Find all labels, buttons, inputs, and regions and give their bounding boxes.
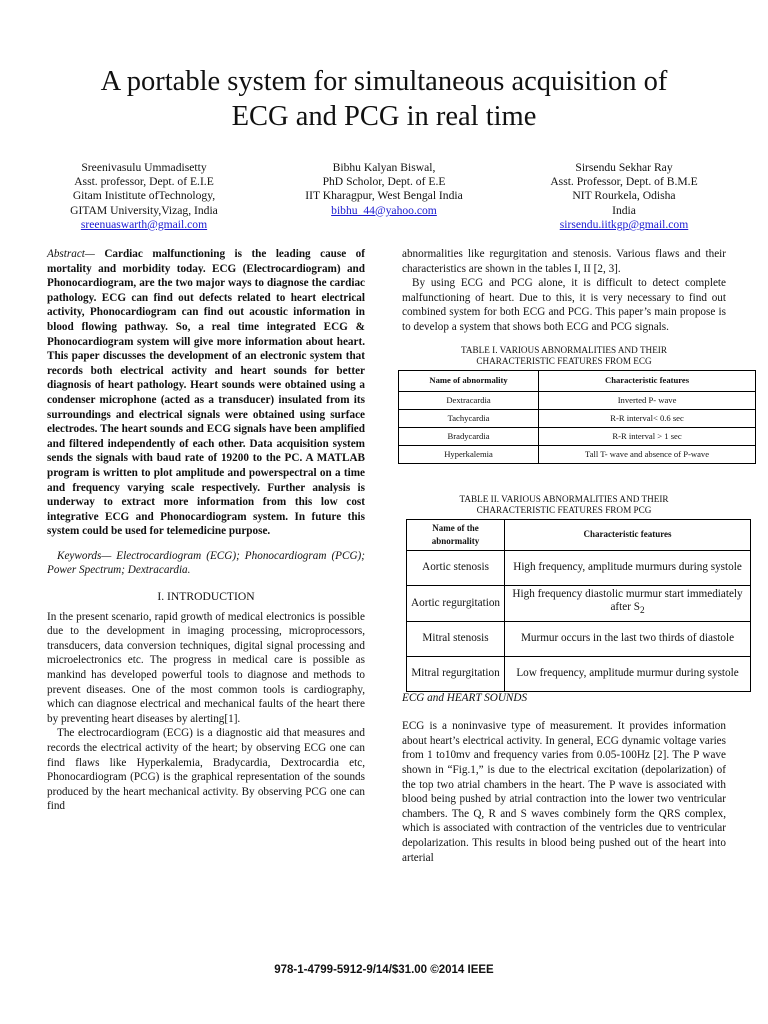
table-header-row: [407, 519, 751, 550]
body-paragraph: By using ECG and PCG alone, it is difficult to detect complete malfunctioning of heart. Due to this, it is very necessary to find out combined system for both ECG and PCG. This paper’s main propose is to develop a system that shows both ECG and PCG signals.: [402, 277, 726, 333]
table-cell: Low frequency, amplitude murmur during systole: [505, 656, 751, 691]
author-affiliation: Asst. professor, Dept. of E.I.E: [74, 175, 214, 189]
table-cell: High frequency, amplitude murmurs during systole: [505, 550, 751, 585]
author-affiliation: IIT Kharagpur, West Bengal India: [305, 189, 463, 203]
author-email-link[interactable]: sirsendu.iitkgp@gmail.com: [559, 217, 689, 231]
table-row: [399, 445, 756, 463]
subsection-heading: ECG and HEART SOUNDS: [402, 691, 528, 704]
author-affiliation: Gitam Inistitute ofTechnology,: [72, 189, 216, 203]
body-paragraph: ECG is a noninvasive type of measurement. It provides information about heart’s electrical activity. In general, ECG dynamic voltage varies from 1 to10mv and frequency varies from 0.05-100Hz [2]. The P wave shown in “Fig.1,” is due to the electrical excitation (depolarization) of the top two atrial chambers in the heart. The P wave is associated with blood being pushed by atrial contraction into the lower two ventricular chambers. The Q, R and S waves combinely form the QRS complex, which is associated with contraction of the ventricles due to ventricular depolarization. This results in blood being pushed out of the heart into arterial: [402, 720, 726, 864]
section-heading-introduction: I. INTRODUCTION: [157, 590, 255, 604]
table-cell: Dextracardia: [399, 391, 539, 409]
paper-title: A portable system for simultaneous acquisition of ECG and PCG in real time: [100, 66, 668, 132]
table-cell: Aortic regurgitation: [407, 585, 505, 621]
table-cell: R-R interval< 0.6 sec: [539, 409, 756, 427]
author-affiliation: Asst. Professor, Dept. of B.M.E: [550, 175, 698, 189]
table-row: [399, 409, 756, 427]
table-cell: Aortic stenosis: [407, 550, 505, 585]
author-name: Sirsendu Sekhar Ray: [575, 161, 673, 174]
table-row: [399, 391, 756, 409]
body-paragraph: abnormalities like regurgitation and stenosis. Various flaws and their characteristics are shown in the tables I, II [2, 3].: [402, 248, 726, 275]
table-1-caption: TABLE I. VARIOUS ABNORMALITIES AND THEIR CHARACTERISTIC FEATURES FROM ECG: [461, 344, 667, 366]
author-affiliation: India: [612, 203, 636, 217]
intro-paragraph-2: The electrocardiogram (ECG) is a diagnostic aid that measures and records the electrical activity of the heart; by observing ECG one can find flaws like Hyperkalemia, Bradycardia, Dextrocardia etc, Phonocardiogram (PCG) is the graphical representation of the sounds produced by the heart mechanical activity. By observing PCG one can find: [47, 727, 365, 813]
keywords: Keywords— Electrocardiogram (ECG); Phonocardiogram (PCG); Power Spectrum; Dextracardia.: [47, 549, 365, 577]
table-ecg-abnormalities: [398, 370, 756, 464]
author-block-1: [19, 161, 269, 232]
author-email-link[interactable]: sreenuaswarth@gmail.com: [80, 217, 208, 231]
table-header-cell: Name of the abnormality: [407, 519, 505, 550]
table-cell: R-R interval > 1 sec: [539, 427, 756, 445]
table-cell: Mitral stenosis: [407, 621, 505, 656]
copyright-footer: 978-1-4799-5912-9/14/$31.00 ©2014 IEEE: [274, 964, 494, 976]
author-block-2: [259, 161, 509, 218]
author-affiliation: PhD Scholor, Dept. of E.E: [322, 175, 446, 189]
table-cell: High frequency diastolic murmur start immediately after $S_2$: [505, 585, 751, 621]
author-email-link[interactable]: bibhu_44@yahoo.com: [331, 203, 437, 217]
table-row: [407, 550, 751, 585]
table-header-cell: Name of abnormality: [399, 370, 539, 391]
table-row: [399, 427, 756, 445]
author-affiliation: GITAM University,Vizag, India: [70, 203, 218, 217]
intro-paragraph-1: In the present scenario, rapid growth of medical electronics is possible due to the development in imaging processing, microprocessors, transducers, data conversion techniques, digital signal processing and microelectronics etc. The progress in medical care is possible as mankind has developed powerful tools to diagnose and methods to prevent diseases. One of the most common tools is cardiography, which can diagnose electrical and mechanical faults of the heart there by preventing heart diseases by alerting[1].: [47, 610, 365, 725]
table-cell: Murmur occurs in the last two thirds of diastole: [505, 621, 751, 656]
abstract: Abstract— Cardiac malfunctioning is the leading cause of mortality and morbidity today. ECG (Electrocardiogram) and Phonocardiogram, are the two major ways to diagnose the cardiac pathology. ECG can find out defects related to heart electrical activity, Phonocardiogram can find out acoustic information in blood flowing pathway. So, a real time integrated ECG & Phonocardiogram system will give more information about heart. This paper discusses the development of an electronic system that records both electrical activity and heart sounds for better diagnosis of heart pathology. Heart sounds were obtained using a condenser microphone (acted as a transducer) insulated from its surroundings and electrical signals were obtained using surface electrodes. The heart sounds and ECG signals have been amplified and filtered independently of each other. Data acquisition system sends the signals with baud rate of 19200 to the PC. A MATLAB program is written to plot amplitude and powerspectral on a time and frequency varying scale respectively. Further analysis is underway to extract more information from this low cost integrative ECG and Phonocardiogram system. In future this system could be used for telemedicine purpose.: [47, 248, 365, 538]
author-block-3: [499, 161, 749, 232]
table-row: [407, 621, 751, 656]
table-cell: Bradycardia: [399, 427, 539, 445]
author-name: Bibhu Kalyan Biswal,: [332, 161, 436, 174]
author-affiliation: NIT Rourkela, Odisha: [572, 189, 676, 203]
subscript: 2: [639, 606, 645, 617]
abstract-label: Abstract—: [47, 248, 95, 260]
table-cell: Tachycardia: [399, 409, 539, 427]
table-cell: Mitral regurgitation: [407, 656, 505, 691]
table-row: [407, 656, 751, 691]
table-cell: Tall T- wave and absence of P-wave: [539, 445, 756, 463]
left-column: [47, 247, 365, 814]
table-row: [407, 585, 751, 621]
right-column: [402, 247, 743, 865]
table-cell: Inverted P- wave: [539, 391, 756, 409]
author-name: Sreenivasulu Ummadisetty: [81, 161, 207, 174]
table-pcg-abnormalities: [406, 519, 751, 692]
table-header-cell: Characteristic features: [505, 519, 751, 550]
table-header-cell: Characteristic features: [539, 370, 756, 391]
table-2-caption: TABLE II. VARIOUS ABNORMALITIES AND THEIR CHARACTERISTIC FEATURES FROM PCG: [459, 493, 669, 515]
table-cell: Hyperkalemia: [399, 445, 539, 463]
table-header-row: [399, 370, 756, 391]
